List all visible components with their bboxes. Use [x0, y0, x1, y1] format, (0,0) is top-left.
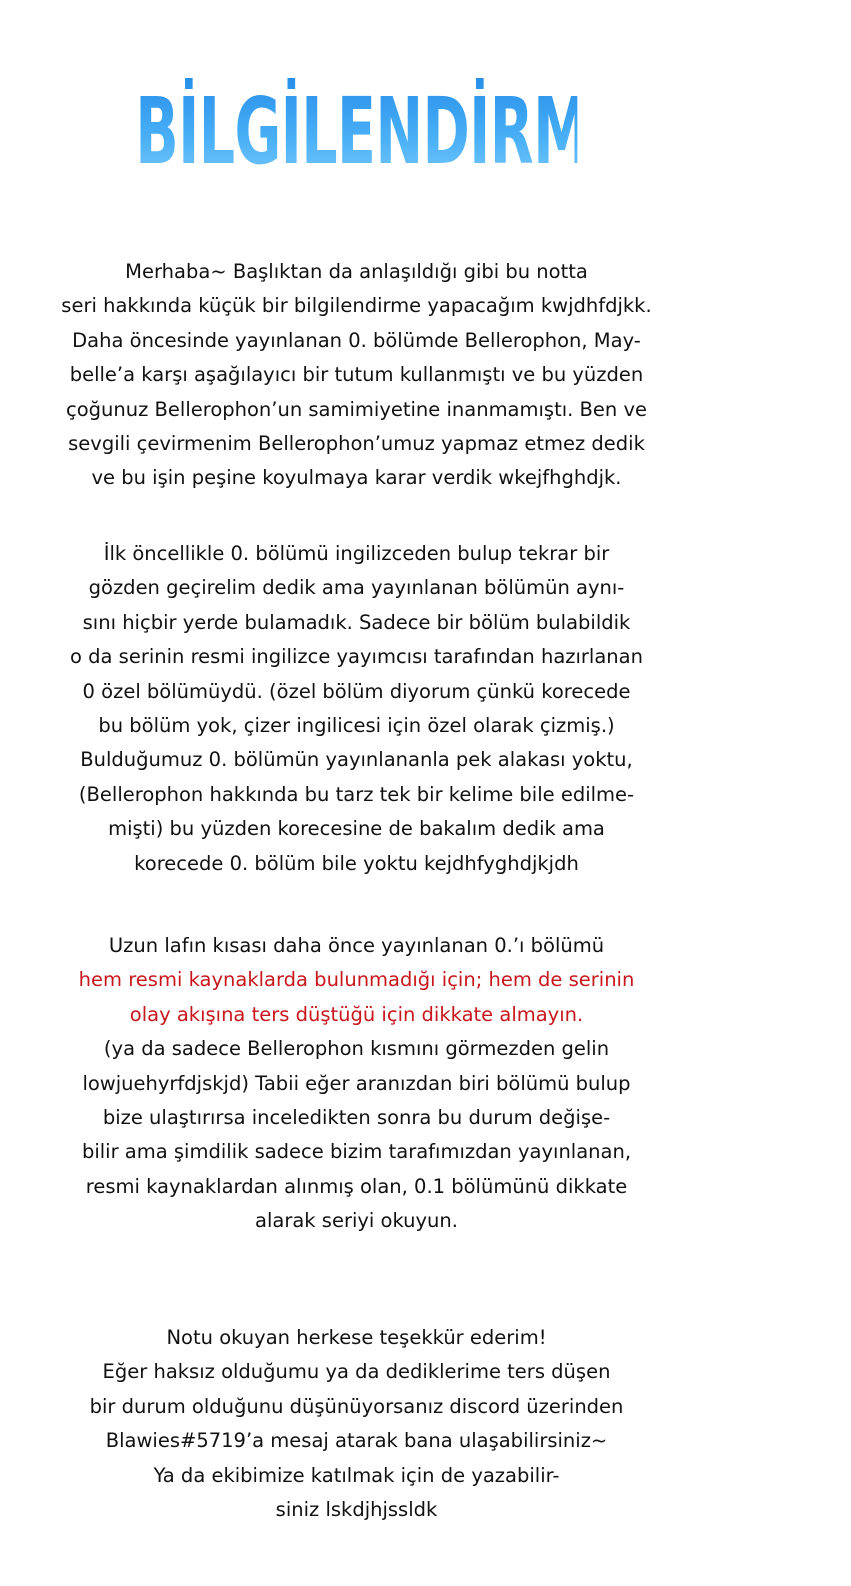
paragraph-conclusion [0, 929, 713, 1239]
text-line: alarak seriyi okuyun. [255, 1209, 458, 1233]
text-line: 0 özel bölümüydü. (özel bölüm diyorum çünkü korecede [82, 679, 631, 703]
text-line: Uzun lafın kısası daha önce yayınlanan 0.’ı bölümü [108, 934, 605, 957]
text-line: sını hiçbir yerde bulamadık. Sadece bir bölüm bulabildik [82, 610, 631, 634]
text-line: Blawies#5719’a mesaj atarak bana ulaşabilirsiniz~ [105, 1429, 608, 1453]
text-line: lowjuehyrfdjskjd) Tabii eğer aranızdan biri bölümü bulup [82, 1071, 631, 1095]
text-line: Ya da ekibimize katılmak için de yazabilir- [153, 1463, 560, 1487]
text-line: sevgili çevirmenim Bellerophon’umuz yapmaz etmez dedik [68, 431, 645, 455]
text-line: bir durum olduğunu düşünüyorsanız discord üzerinden [89, 1394, 624, 1418]
text-line: bize ulaştırırsa inceledikten sonra bu durum değişe- [102, 1105, 611, 1129]
text-line: Daha öncesinde yayınlanan 0. bölümde Bellerophon, May- [72, 328, 641, 352]
paragraph-research [0, 537, 713, 881]
text-line: seri hakkında küçük bir bilgilendirme yapacağım kwjdhfdjkk. [61, 294, 652, 318]
text-line: Merhaba~ Başlıktan da anlaşıldığı gibi bu notta [125, 260, 588, 283]
text-line-highlight: olay akışına ters düştüğü için dikkate almayın. [129, 1002, 584, 1026]
paragraph-intro [0, 255, 713, 496]
text-line: gözden geçirelim dedik ama yayınlanan bölümün aynı- [88, 576, 625, 600]
text-line: siniz lskdjhjssldk [275, 1497, 438, 1521]
text-line: bu bölüm yok, çizer ingilicesi için özel olarak çizmiş.) [98, 713, 615, 737]
text-line: korecede 0. bölüm bile yoktu kejdhfyghdjkjdh [134, 851, 579, 875]
text-line: mişti) bu yüzden korecesine de bakalım dedik ama [108, 817, 605, 841]
text-line: bilir ama şimdilik sadece bizim tarafımızdan yayınlanan, [81, 1140, 632, 1164]
text-line: İlk öncellikle 0. bölümü ingilizceden bulup tekrar bir [103, 542, 610, 565]
text-line: o da serinin resmi ingilizce yayımcısı tarafından hazırlanan [70, 645, 643, 669]
text-line: Bulduğumuz 0. bölümün yayınlananla pek alakası yoktu, [80, 748, 633, 772]
text-line-highlight: hem resmi kaynaklarda bulunmadığı için; hem de serinin [78, 968, 635, 992]
text-line: (ya da sadece Bellerophon kısmını görmezden gelin [103, 1037, 610, 1061]
text-line: belle’a karşı aşağılayıcı bir tutum kullanmıştı ve bu yüzden [69, 363, 644, 387]
text-line: ve bu işin peşine koyulmaya karar verdik wkejfhghdjk. [91, 466, 622, 490]
page-title: BİLGİLENDİRME NOTU! [135, 62, 577, 202]
text-line: Notu okuyan herkese teşekkür ederim! [166, 1326, 547, 1349]
text-line: (Bellerophon hakkında bu tarz tek bir kelime bile edilme- [78, 782, 635, 806]
text-line: resmi kaynaklardan alınmış olan, 0.1 bölümünü dikkate [85, 1174, 628, 1198]
paragraph-thanks [0, 1321, 713, 1527]
text-line: Eğer haksız olduğumu ya da dediklerime ters düşen [102, 1360, 611, 1384]
text-line: çoğunuz Bellerophon’un samimiyetine inanmamıştı. Ben ve [65, 397, 648, 421]
